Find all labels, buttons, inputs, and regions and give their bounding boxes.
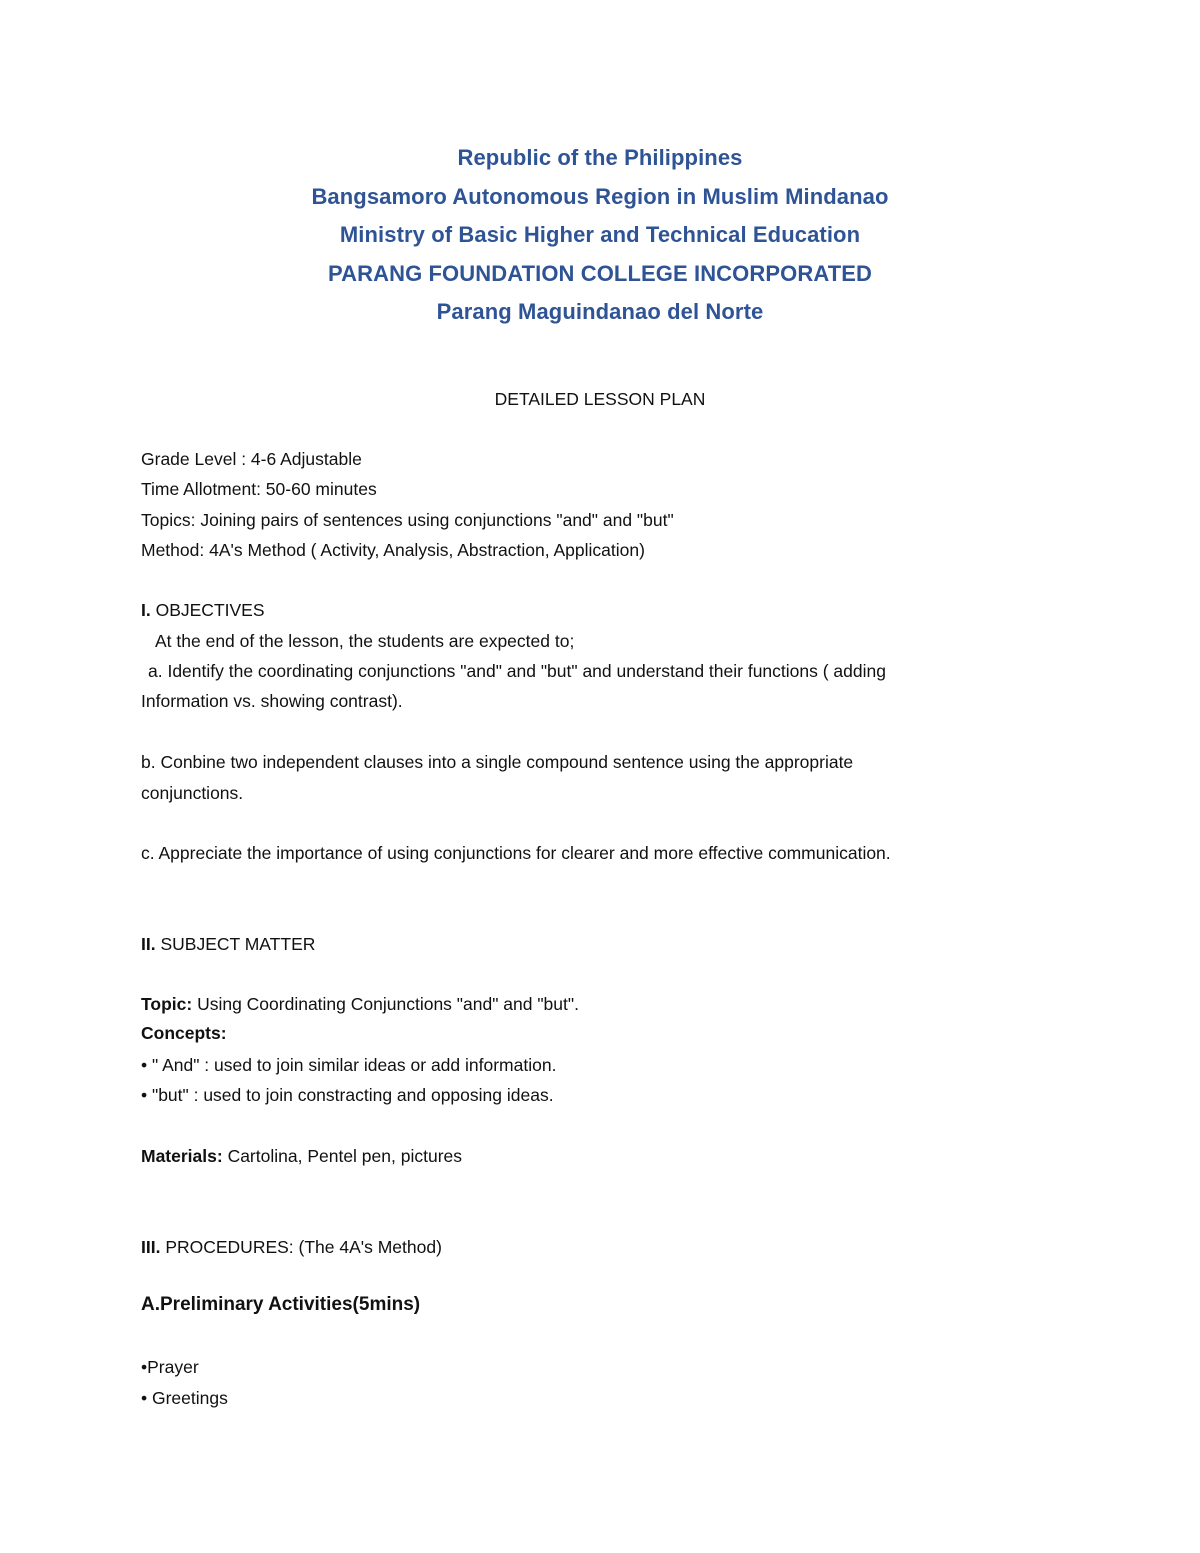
objective-c: c. Appreciate the importance of using conjunctions for clearer and more effective communication. [141, 843, 891, 863]
concepts-label: Concepts: [141, 1023, 227, 1043]
concept-but: • "but" : used to join constracting and opposing ideas. [141, 1085, 554, 1105]
document-title: DETAILED LESSON PLAN [494, 389, 706, 409]
objective-b-line1: b. Conbine two independent clauses into a single compound sentence using the appropriate [141, 752, 854, 772]
subject-matter-heading [141, 933, 315, 955]
preliminary-activities-heading: A.Preliminary Activities(5mins) [141, 1294, 421, 1315]
materials-text: Cartolina, Pentel pen, pictures [222, 1146, 463, 1166]
prelim-item-greetings: • Greetings [141, 1388, 228, 1408]
header-ministry: Ministry of Basic Higher and Technical Education [339, 222, 861, 247]
materials-line [141, 1145, 462, 1167]
objective-a-line1: a. Identify the coordinating conjunctions "and" and "but" and understand their functions ( adding [148, 661, 886, 681]
objectives-heading [141, 599, 265, 621]
materials-label: Materials: [141, 1146, 223, 1166]
grade-level: Grade Level : 4-6 Adjustable [141, 449, 362, 469]
time-allotment: Time Allotment: 50-60 minutes [141, 479, 377, 499]
procedures-heading [141, 1236, 442, 1258]
procedures-number: III. [141, 1237, 161, 1257]
subject-title: SUBJECT MATTER [155, 934, 316, 954]
method: Method: 4A's Method ( Activity, Analysis, Abstraction, Application) [141, 540, 645, 560]
objectives-intro: At the end of the lesson, the students are expected to; [155, 631, 575, 651]
header-region: Bangsamoro Autonomous Region in Muslim Mindanao [311, 184, 889, 209]
topic-text: Using Coordinating Conjunctions "and" and "but". [192, 994, 579, 1014]
objectives-number: I. [141, 600, 151, 620]
prelim-item-prayer: •Prayer [141, 1357, 199, 1377]
subject-number: II. [141, 934, 156, 954]
objective-a-line2: Information vs. showing contrast). [141, 691, 403, 711]
topics: Topics: Joining pairs of sentences using conjunctions "and" and "but" [141, 510, 674, 530]
header-college: PARANG FOUNDATION COLLEGE INCORPORATED [327, 261, 872, 286]
procedures-title: PROCEDURES: (The 4A's Method) [160, 1237, 442, 1257]
header-location: Parang Maguindanao del Norte [436, 299, 764, 324]
topic-label: Topic: [141, 994, 193, 1014]
objective-b-line2: conjunctions. [141, 783, 244, 803]
concept-and: • " And" : used to join similar ideas or add information. [141, 1055, 557, 1075]
topic-line [141, 993, 579, 1015]
header-republic: Republic of the Philippines [457, 145, 743, 170]
objectives-title: OBJECTIVES [150, 600, 265, 620]
